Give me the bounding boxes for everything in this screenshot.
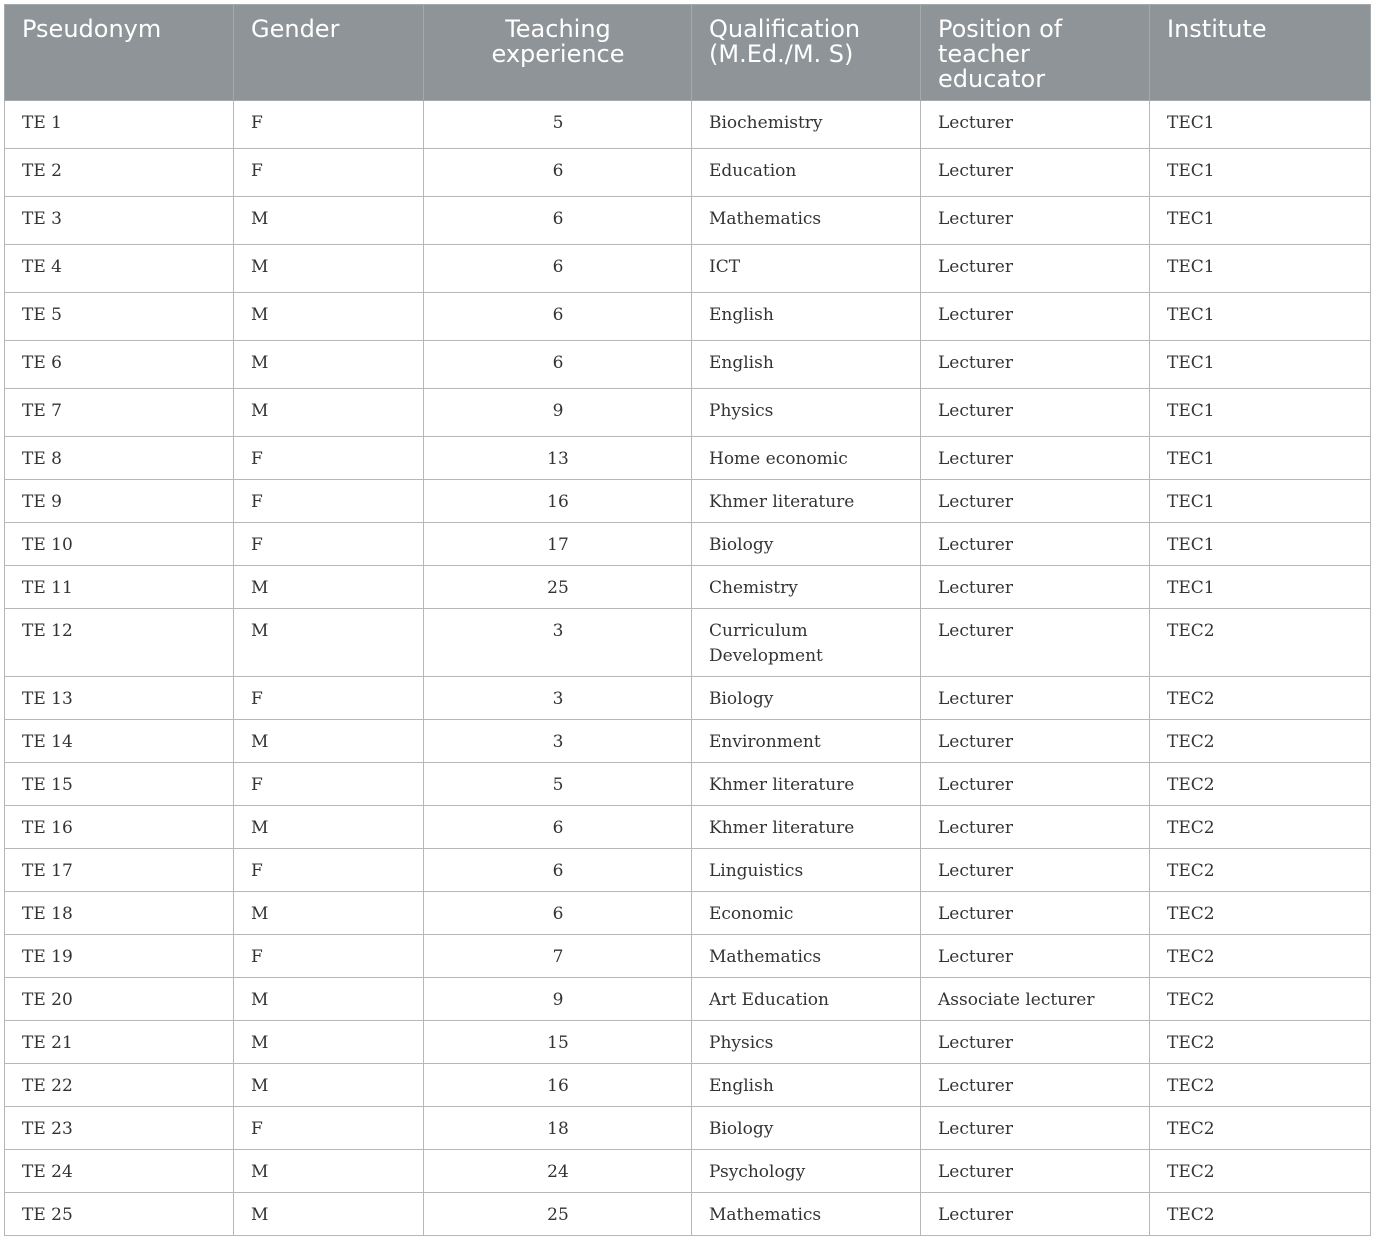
cell-pseudonym: TE 7 — [5, 389, 234, 437]
cell-position: Lecturer — [921, 1150, 1150, 1193]
cell-pseudonym: TE 14 — [5, 720, 234, 763]
cell-institute: TEC2 — [1150, 720, 1371, 763]
cell-pseudonym: TE 1 — [5, 101, 234, 149]
cell-institute: TEC2 — [1150, 892, 1371, 935]
teacher-educators-table-container — [4, 4, 1370, 1236]
cell-institute: TEC2 — [1150, 935, 1371, 978]
cell-qualification: Education — [692, 149, 921, 197]
cell-position: Lecturer — [921, 523, 1150, 566]
cell-qualification: Mathematics — [692, 935, 921, 978]
cell-gender: F — [234, 763, 424, 806]
table-row — [5, 566, 1371, 609]
cell-pseudonym: TE 12 — [5, 609, 234, 677]
cell-institute: TEC2 — [1150, 849, 1371, 892]
cell-institute: TEC2 — [1150, 1150, 1371, 1193]
cell-pseudonym: TE 17 — [5, 849, 234, 892]
cell-institute: TEC1 — [1150, 101, 1371, 149]
header-position: Position of teacher educator — [921, 5, 1150, 101]
cell-qualification: Chemistry — [692, 566, 921, 609]
cell-teaching-experience: 6 — [424, 149, 692, 197]
cell-institute: TEC2 — [1150, 609, 1371, 677]
cell-position: Lecturer — [921, 197, 1150, 245]
cell-qualification: Curriculum Development — [692, 609, 921, 677]
cell-qualification: Physics — [692, 1021, 921, 1064]
cell-pseudonym: TE 22 — [5, 1064, 234, 1107]
cell-institute: TEC2 — [1150, 677, 1371, 720]
cell-pseudonym: TE 5 — [5, 293, 234, 341]
cell-qualification: Linguistics — [692, 849, 921, 892]
cell-teaching-experience: 15 — [424, 1021, 692, 1064]
cell-pseudonym: TE 19 — [5, 935, 234, 978]
header-teaching-experience: Teaching experience — [424, 5, 692, 101]
table-row — [5, 1064, 1371, 1107]
cell-pseudonym: TE 11 — [5, 566, 234, 609]
cell-pseudonym: TE 4 — [5, 245, 234, 293]
cell-position: Lecturer — [921, 1193, 1150, 1236]
cell-position: Associate lecturer — [921, 978, 1150, 1021]
table-row — [5, 149, 1371, 197]
teacher-educators-table — [4, 4, 1371, 1236]
cell-gender: F — [234, 437, 424, 480]
cell-position: Lecturer — [921, 437, 1150, 480]
cell-gender: M — [234, 245, 424, 293]
cell-qualification: Economic — [692, 892, 921, 935]
cell-teaching-experience: 6 — [424, 806, 692, 849]
cell-position: Lecturer — [921, 806, 1150, 849]
cell-pseudonym: TE 20 — [5, 978, 234, 1021]
table-row — [5, 480, 1371, 523]
cell-position: Lecturer — [921, 566, 1150, 609]
cell-gender: F — [234, 149, 424, 197]
cell-teaching-experience: 6 — [424, 849, 692, 892]
header-pseudonym: Pseudonym — [5, 5, 234, 101]
cell-position: Lecturer — [921, 763, 1150, 806]
cell-position: Lecturer — [921, 1064, 1150, 1107]
cell-institute: TEC2 — [1150, 763, 1371, 806]
cell-institute: TEC1 — [1150, 566, 1371, 609]
table-row — [5, 720, 1371, 763]
cell-pseudonym: TE 25 — [5, 1193, 234, 1236]
table-row — [5, 1107, 1371, 1150]
cell-position: Lecturer — [921, 849, 1150, 892]
table-row — [5, 1021, 1371, 1064]
cell-pseudonym: TE 24 — [5, 1150, 234, 1193]
cell-institute: TEC2 — [1150, 1064, 1371, 1107]
cell-gender: M — [234, 566, 424, 609]
cell-qualification: Mathematics — [692, 197, 921, 245]
cell-teaching-experience: 7 — [424, 935, 692, 978]
cell-teaching-experience: 9 — [424, 389, 692, 437]
cell-gender: M — [234, 293, 424, 341]
cell-teaching-experience: 5 — [424, 101, 692, 149]
cell-teaching-experience: 9 — [424, 978, 692, 1021]
table-row — [5, 293, 1371, 341]
cell-qualification: Psychology — [692, 1150, 921, 1193]
cell-gender: M — [234, 978, 424, 1021]
cell-institute: TEC1 — [1150, 245, 1371, 293]
table-row — [5, 245, 1371, 293]
cell-gender: F — [234, 1107, 424, 1150]
cell-position: Lecturer — [921, 935, 1150, 978]
cell-teaching-experience: 13 — [424, 437, 692, 480]
cell-institute: TEC1 — [1150, 523, 1371, 566]
cell-position: Lecturer — [921, 101, 1150, 149]
cell-gender: F — [234, 480, 424, 523]
cell-teaching-experience: 25 — [424, 1193, 692, 1236]
cell-institute: TEC1 — [1150, 341, 1371, 389]
cell-qualification: Home economic — [692, 437, 921, 480]
cell-position: Lecturer — [921, 1021, 1150, 1064]
header-gender: Gender — [234, 5, 424, 101]
cell-institute: TEC1 — [1150, 480, 1371, 523]
cell-gender: M — [234, 720, 424, 763]
cell-pseudonym: TE 6 — [5, 341, 234, 389]
cell-institute: TEC1 — [1150, 389, 1371, 437]
cell-gender: F — [234, 849, 424, 892]
cell-teaching-experience: 17 — [424, 523, 692, 566]
cell-teaching-experience: 25 — [424, 566, 692, 609]
table-row — [5, 341, 1371, 389]
cell-qualification: Biology — [692, 1107, 921, 1150]
cell-gender: M — [234, 1021, 424, 1064]
cell-pseudonym: TE 16 — [5, 806, 234, 849]
cell-position: Lecturer — [921, 341, 1150, 389]
cell-pseudonym: TE 21 — [5, 1021, 234, 1064]
cell-gender: M — [234, 1150, 424, 1193]
cell-teaching-experience: 6 — [424, 197, 692, 245]
cell-pseudonym: TE 18 — [5, 892, 234, 935]
cell-teaching-experience: 3 — [424, 720, 692, 763]
table-row — [5, 935, 1371, 978]
cell-teaching-experience: 6 — [424, 341, 692, 389]
cell-institute: TEC2 — [1150, 1107, 1371, 1150]
cell-position: Lecturer — [921, 293, 1150, 341]
cell-position: Lecturer — [921, 720, 1150, 763]
cell-teaching-experience: 5 — [424, 763, 692, 806]
cell-gender: M — [234, 341, 424, 389]
cell-gender: M — [234, 892, 424, 935]
cell-institute: TEC2 — [1150, 978, 1371, 1021]
cell-institute: TEC1 — [1150, 293, 1371, 341]
table-row — [5, 806, 1371, 849]
cell-position: Lecturer — [921, 245, 1150, 293]
cell-qualification: English — [692, 293, 921, 341]
cell-teaching-experience: 6 — [424, 892, 692, 935]
cell-gender: M — [234, 1193, 424, 1236]
table-body — [5, 101, 1371, 1236]
cell-pseudonym: TE 9 — [5, 480, 234, 523]
cell-qualification: Khmer literature — [692, 763, 921, 806]
cell-gender: M — [234, 197, 424, 245]
header-institute: Institute — [1150, 5, 1371, 101]
cell-position: Lecturer — [921, 1107, 1150, 1150]
cell-pseudonym: TE 3 — [5, 197, 234, 245]
cell-gender: F — [234, 101, 424, 149]
cell-institute: TEC2 — [1150, 1021, 1371, 1064]
cell-position: Lecturer — [921, 677, 1150, 720]
cell-teaching-experience: 16 — [424, 1064, 692, 1107]
cell-qualification: English — [692, 341, 921, 389]
table-row — [5, 197, 1371, 245]
table-row — [5, 389, 1371, 437]
cell-position: Lecturer — [921, 609, 1150, 677]
cell-position: Lecturer — [921, 480, 1150, 523]
cell-pseudonym: TE 23 — [5, 1107, 234, 1150]
table-row — [5, 523, 1371, 566]
cell-pseudonym: TE 13 — [5, 677, 234, 720]
table-row — [5, 1150, 1371, 1193]
cell-qualification: ICT — [692, 245, 921, 293]
table-row — [5, 609, 1371, 677]
header-qualification: Qualification (M.Ed./M. S) — [692, 5, 921, 101]
cell-pseudonym: TE 15 — [5, 763, 234, 806]
cell-qualification: Biology — [692, 523, 921, 566]
cell-position: Lecturer — [921, 149, 1150, 197]
cell-gender: M — [234, 609, 424, 677]
cell-qualification: Khmer literature — [692, 806, 921, 849]
cell-qualification: Biology — [692, 677, 921, 720]
cell-position: Lecturer — [921, 389, 1150, 437]
cell-teaching-experience: 3 — [424, 677, 692, 720]
cell-gender: F — [234, 677, 424, 720]
cell-qualification: Art Education — [692, 978, 921, 1021]
cell-qualification: English — [692, 1064, 921, 1107]
cell-qualification: Physics — [692, 389, 921, 437]
cell-qualification: Khmer literature — [692, 480, 921, 523]
table-row — [5, 892, 1371, 935]
cell-pseudonym: TE 10 — [5, 523, 234, 566]
cell-qualification: Mathematics — [692, 1193, 921, 1236]
table-row — [5, 763, 1371, 806]
cell-qualification: Environment — [692, 720, 921, 763]
cell-gender: M — [234, 389, 424, 437]
table-row — [5, 978, 1371, 1021]
cell-institute: TEC1 — [1150, 437, 1371, 480]
table-row — [5, 677, 1371, 720]
cell-teaching-experience: 18 — [424, 1107, 692, 1150]
cell-teaching-experience: 16 — [424, 480, 692, 523]
cell-institute: TEC2 — [1150, 1193, 1371, 1236]
table-header-row — [5, 5, 1371, 101]
table-row — [5, 101, 1371, 149]
cell-institute: TEC1 — [1150, 197, 1371, 245]
cell-institute: TEC2 — [1150, 806, 1371, 849]
cell-teaching-experience: 3 — [424, 609, 692, 677]
table-row — [5, 1193, 1371, 1236]
cell-gender: M — [234, 1064, 424, 1107]
cell-pseudonym: TE 8 — [5, 437, 234, 480]
cell-pseudonym: TE 2 — [5, 149, 234, 197]
cell-gender: M — [234, 806, 424, 849]
cell-institute: TEC1 — [1150, 149, 1371, 197]
cell-gender: F — [234, 523, 424, 566]
cell-position: Lecturer — [921, 892, 1150, 935]
table-row — [5, 437, 1371, 480]
cell-teaching-experience: 6 — [424, 293, 692, 341]
cell-gender: F — [234, 935, 424, 978]
cell-qualification: Biochemistry — [692, 101, 921, 149]
table-row — [5, 849, 1371, 892]
cell-teaching-experience: 24 — [424, 1150, 692, 1193]
cell-teaching-experience: 6 — [424, 245, 692, 293]
